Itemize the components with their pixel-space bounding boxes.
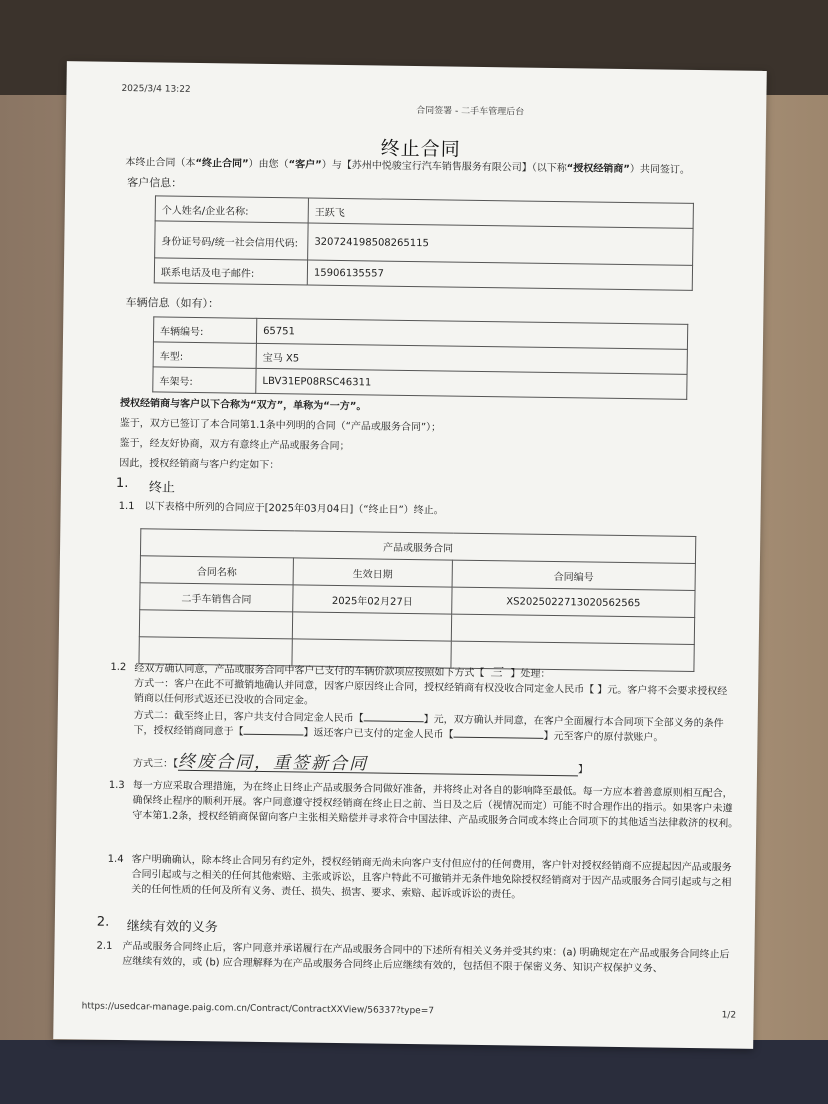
recital-signed: 鉴于，双方已签订了本合同第1.1条中列明的合同（“产品或服务合同”）； bbox=[119, 417, 442, 434]
header-contract-number: 合同编号 bbox=[452, 560, 695, 590]
clause-1-2-method-1: 方式一：客户在此不可撤销地确认并同意，因客户原因终止合同，授权经销商有权没收合同定金人民币【 】元。客户将不会要求授权经销商以任何形式返还已没收的合同定金。 bbox=[133, 678, 728, 707]
contract-page bbox=[53, 61, 767, 1049]
recital-agreed: 鉴于，经友好协商，双方有意终止产品或服务合同； bbox=[119, 437, 350, 453]
vehicle-model-label: 车型: bbox=[153, 342, 256, 368]
cell-empty bbox=[139, 610, 292, 639]
product-table-caption: 产品或服务合同 bbox=[140, 529, 695, 564]
cell-empty bbox=[451, 614, 694, 644]
cell-empty bbox=[292, 612, 451, 641]
handwritten-choice: 三 bbox=[490, 665, 505, 680]
clause-1-2-number: 1.2 bbox=[110, 661, 127, 674]
clause-1-1-text: 以下表格中所列的合同应于[2025年03月04日]（“终止日”）终止。 bbox=[144, 501, 444, 517]
header-contract-name: 合同名称 bbox=[140, 556, 293, 585]
clause-1-4-text: 客户明确确认，除本终止合同另有约定外，授权经销商无尚未向客户支付但应付的任何费用，客户针对授权经销商不应提起因产品或服务合同引起或与之相关的任何其他索赔、主张或诉讼，且客户特此不可撤销并无条件地免除授权经销商对于因产品或服务合同引起或与之相关的任何性质的任何及所有义务、责任、损失、损害、要求、索赔、起诉或诉讼的责任。 bbox=[131, 854, 732, 901]
clause-1-2-method-2: 方式二：截至终止日，客户共支付合同定金人民币【 】元，双方确认并同意，在客户全面履行本合同项下全部义务的条件下，授权经销商同意于【 】返还客户已支付的定金人民币【 】元至客户的原付款账户。 bbox=[133, 710, 724, 744]
print-datetime: 2025/3/4 13:22 bbox=[121, 83, 191, 95]
cell-contract-number: XS20250227130205625​65 bbox=[452, 587, 695, 617]
customer-name-label: 个人姓名/企业名称: bbox=[155, 196, 308, 223]
vehicle-number-label: 车辆编号: bbox=[153, 317, 256, 343]
recital-parties: 授权经销商与客户以下合称为“双方”，单称为“一方”。 bbox=[120, 397, 367, 413]
recital-therefore: 因此，授权经销商与客户约定如下： bbox=[119, 457, 280, 472]
vin-label: 车架号: bbox=[153, 367, 256, 393]
clause-1-2-method-3: 方式三：【终废合同，重签新合同 】 bbox=[132, 751, 589, 776]
print-site-title: 合同签署 - 二手车管理后台 bbox=[416, 106, 525, 118]
clause-1-4-number: 1.4 bbox=[107, 853, 124, 866]
footer-url: https://usedcar-manage.paig.com.cn/Contract/ContractXXView/56337?type=7 bbox=[81, 1001, 435, 1017]
clause-2-1-number: 2.1 bbox=[96, 940, 113, 952]
clause-2-1-text: 产品或服务合同终止后，客户同意并承诺履行在产品或服务合同中的下述所有相关义务并受其约束：(a) 明确规定在产品或服务合同终止后应继续有效的，或 (b) 应合理解释为在产品或服务合同终止后应继续有效的，包括但不限于保密义务、知识产权保护义务、 bbox=[122, 941, 730, 975]
page-title: 终止合同 bbox=[380, 137, 461, 161]
section-1-number: 1. bbox=[115, 475, 129, 492]
clause-1-3-number: 1.3 bbox=[108, 779, 125, 792]
vehicle-model-value: 宝马 X5 bbox=[256, 343, 687, 374]
background-bottom-fabric bbox=[0, 1040, 828, 1104]
cell-contract-name: 二手车销售合同 bbox=[140, 583, 293, 612]
customer-id-label: 身份证号码/统一社会信用代码: bbox=[155, 221, 309, 260]
customer-id-value: 320724198508265115 bbox=[308, 223, 693, 265]
section-1-title: 终止 bbox=[148, 480, 176, 496]
cell-effective-date: 2025年02月27日 bbox=[293, 585, 452, 614]
header-effective-date: 生效日期 bbox=[293, 558, 452, 587]
handwritten-method-3: 终废合同，重签新合同 bbox=[178, 755, 578, 777]
customer-info-heading: 客户信息： bbox=[127, 176, 183, 190]
clause-1-3-text: 每一方应采取合理措施，为在终止日终止产品或服务合同做好准备，并将终止对各自的影响降至最低。每一方应本着善意原则相互配合，确保终止程序的顺利开展。客户同意遵守授权经销商在终止日之前、当日及之后（视情况而定）可能不时合理作出的指示。如果客户未遵守本第1.2条，授权经销商保留向客户主张相关赔偿并寻求符合中国法律、产品或服务合同或本终止合同项下的其他适当法律救济的权利。 bbox=[132, 780, 739, 830]
section-2-number: 2. bbox=[96, 914, 110, 930]
customer-name-value: 王跃飞 bbox=[308, 198, 693, 228]
customer-info-table bbox=[154, 195, 694, 291]
vehicle-number-value: 65751 bbox=[256, 318, 687, 349]
section-2-title: 继续有效的义务 bbox=[126, 919, 218, 936]
customer-contact-value: 15906135557 bbox=[307, 260, 692, 290]
product-contract-table bbox=[138, 528, 696, 672]
intro-paragraph: 本终止合同（本“终止合同”）由您（“客户”）与【苏州中悦骏宝行汽车销售服务有限公司】（以下称“授权经销商”）共同签订。 bbox=[125, 156, 690, 176]
footer-page-number: 1/2 bbox=[721, 1010, 737, 1021]
clause-1-1-number: 1.1 bbox=[118, 500, 135, 513]
clause-1-2-lead: 经双方确认同意，产品或服务合同中客户已支付的车辆价款项应按照如下方式【 三 】处理： bbox=[134, 663, 551, 680]
customer-contact-label: 联系电话及电子邮件: bbox=[154, 258, 307, 285]
vin-value: LBV31EP08RSC46311 bbox=[256, 368, 687, 399]
vehicle-info-heading: 车辆信息（如有）： bbox=[125, 296, 220, 311]
vehicle-info-table bbox=[152, 316, 688, 399]
